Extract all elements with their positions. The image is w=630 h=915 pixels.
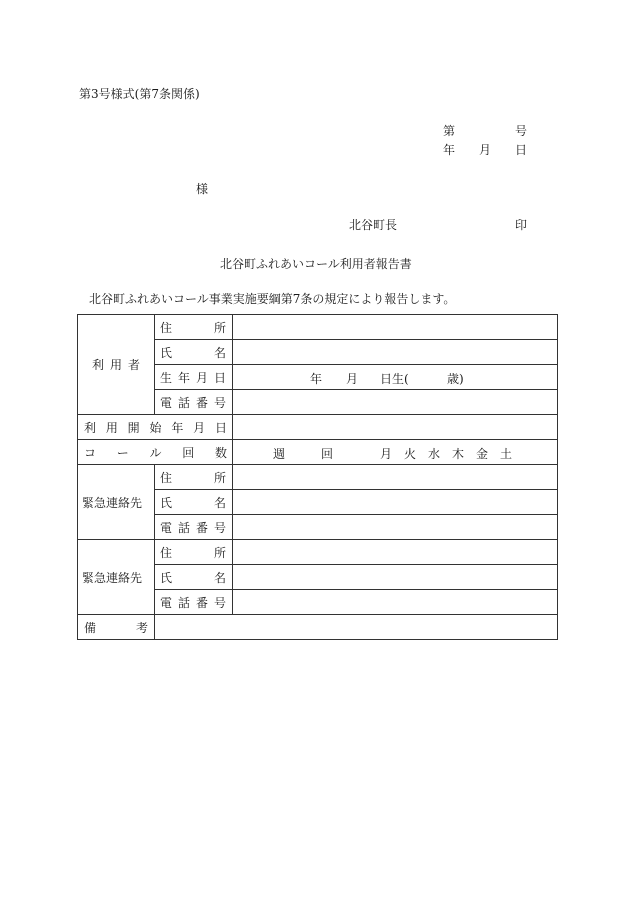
call-week: 週 (273, 447, 286, 461)
user-category-label: 利 用 者 (92, 358, 140, 372)
issuer-name: 北谷町長 (349, 218, 398, 232)
user-name-label-cell (155, 340, 233, 365)
table-row (78, 540, 558, 565)
date-month: 月 (479, 143, 492, 157)
call-count-label: コ ー ル 回 数 (84, 445, 227, 460)
table-row (78, 465, 558, 490)
remarks-label-cell (78, 615, 155, 640)
emergency-1-name-field[interactable] (233, 490, 558, 515)
addressee-suffix: 様 (196, 182, 209, 196)
emergency-2-phone-label: 電 話 番 号 (160, 595, 226, 610)
call-day-fri: 金 (476, 447, 489, 461)
user-birthdate-label: 生 年 月 日 (160, 370, 226, 385)
call-day-thu: 木 (452, 447, 465, 461)
user-birthdate-field[interactable] (233, 365, 558, 390)
emergency-1-phone-label-cell (155, 515, 233, 540)
call-day-sat: 土 (500, 447, 513, 461)
table-row (78, 440, 558, 465)
doc-no-suffix: 号 (515, 124, 528, 138)
emergency-1-address-label: 住 所 (160, 470, 226, 485)
emergency-1-address-field[interactable] (233, 465, 558, 490)
date-year: 年 (443, 143, 456, 157)
emergency-2-address-label: 住 所 (160, 545, 226, 560)
emergency-1-name-label: 氏 名 (160, 495, 226, 510)
document-title: 北谷町ふれあいコール利用者報告書 (220, 257, 412, 271)
start-date-label: 利 用 開 始 年 月 日 (84, 420, 227, 435)
table-row (78, 315, 558, 340)
emergency-2-name-label: 氏 名 (160, 570, 226, 585)
emergency-2-name-label-cell (155, 565, 233, 590)
seal-mark: 印 (515, 218, 528, 232)
user-birthdate-label-cell (155, 365, 233, 390)
emergency-1-category-cell (78, 465, 155, 540)
emergency-2-phone-field[interactable] (233, 590, 558, 615)
birth-month: 月 (346, 372, 359, 386)
call-day-mon: 月 (380, 447, 393, 461)
report-table (77, 314, 558, 640)
call-count-label-cell (78, 440, 233, 465)
emergency-2-name-field[interactable] (233, 565, 558, 590)
emergency-1-label: 緊急連絡先 (82, 495, 143, 510)
user-name-field[interactable] (233, 340, 558, 365)
user-name-label: 氏 名 (160, 345, 226, 360)
table-row (78, 615, 558, 640)
form-number: 第3号様式(第7条関係) (79, 87, 200, 101)
call-day-wed: 水 (428, 447, 441, 461)
start-date-label-cell (78, 415, 233, 440)
emergency-2-category-cell (78, 540, 155, 615)
user-address-label: 住 所 (160, 320, 226, 335)
date-day: 日 (515, 143, 528, 157)
start-date-field[interactable] (233, 415, 558, 440)
doc-no-prefix: 第 (443, 124, 456, 138)
user-category-cell (78, 315, 155, 415)
user-phone-field[interactable] (233, 390, 558, 415)
remarks-label: 備 考 (84, 620, 148, 635)
emergency-2-address-label-cell (155, 540, 233, 565)
user-address-field[interactable] (233, 315, 558, 340)
remarks-field[interactable] (155, 615, 558, 640)
call-count-field[interactable] (233, 440, 558, 465)
user-phone-label: 電 話 番 号 (160, 395, 226, 410)
emergency-1-address-label-cell (155, 465, 233, 490)
emergency-1-phone-field[interactable] (233, 515, 558, 540)
emergency-2-address-field[interactable] (233, 540, 558, 565)
birth-year: 年 (310, 372, 323, 386)
emergency-1-phone-label: 電 話 番 号 (160, 520, 226, 535)
emergency-1-name-label-cell (155, 490, 233, 515)
emergency-2-phone-label-cell (155, 590, 233, 615)
user-phone-label-cell (155, 390, 233, 415)
table-row (78, 415, 558, 440)
emergency-2-label: 緊急連絡先 (82, 570, 143, 585)
intro-text: 北谷町ふれあいコール事業実施要綱第7条の規定により報告します。 (89, 292, 456, 306)
birth-age: 歳) (447, 372, 464, 386)
call-times: 回 (321, 447, 334, 461)
call-day-tue: 火 (404, 447, 417, 461)
user-address-label-cell (155, 315, 233, 340)
birth-day: 日生( (380, 372, 409, 386)
